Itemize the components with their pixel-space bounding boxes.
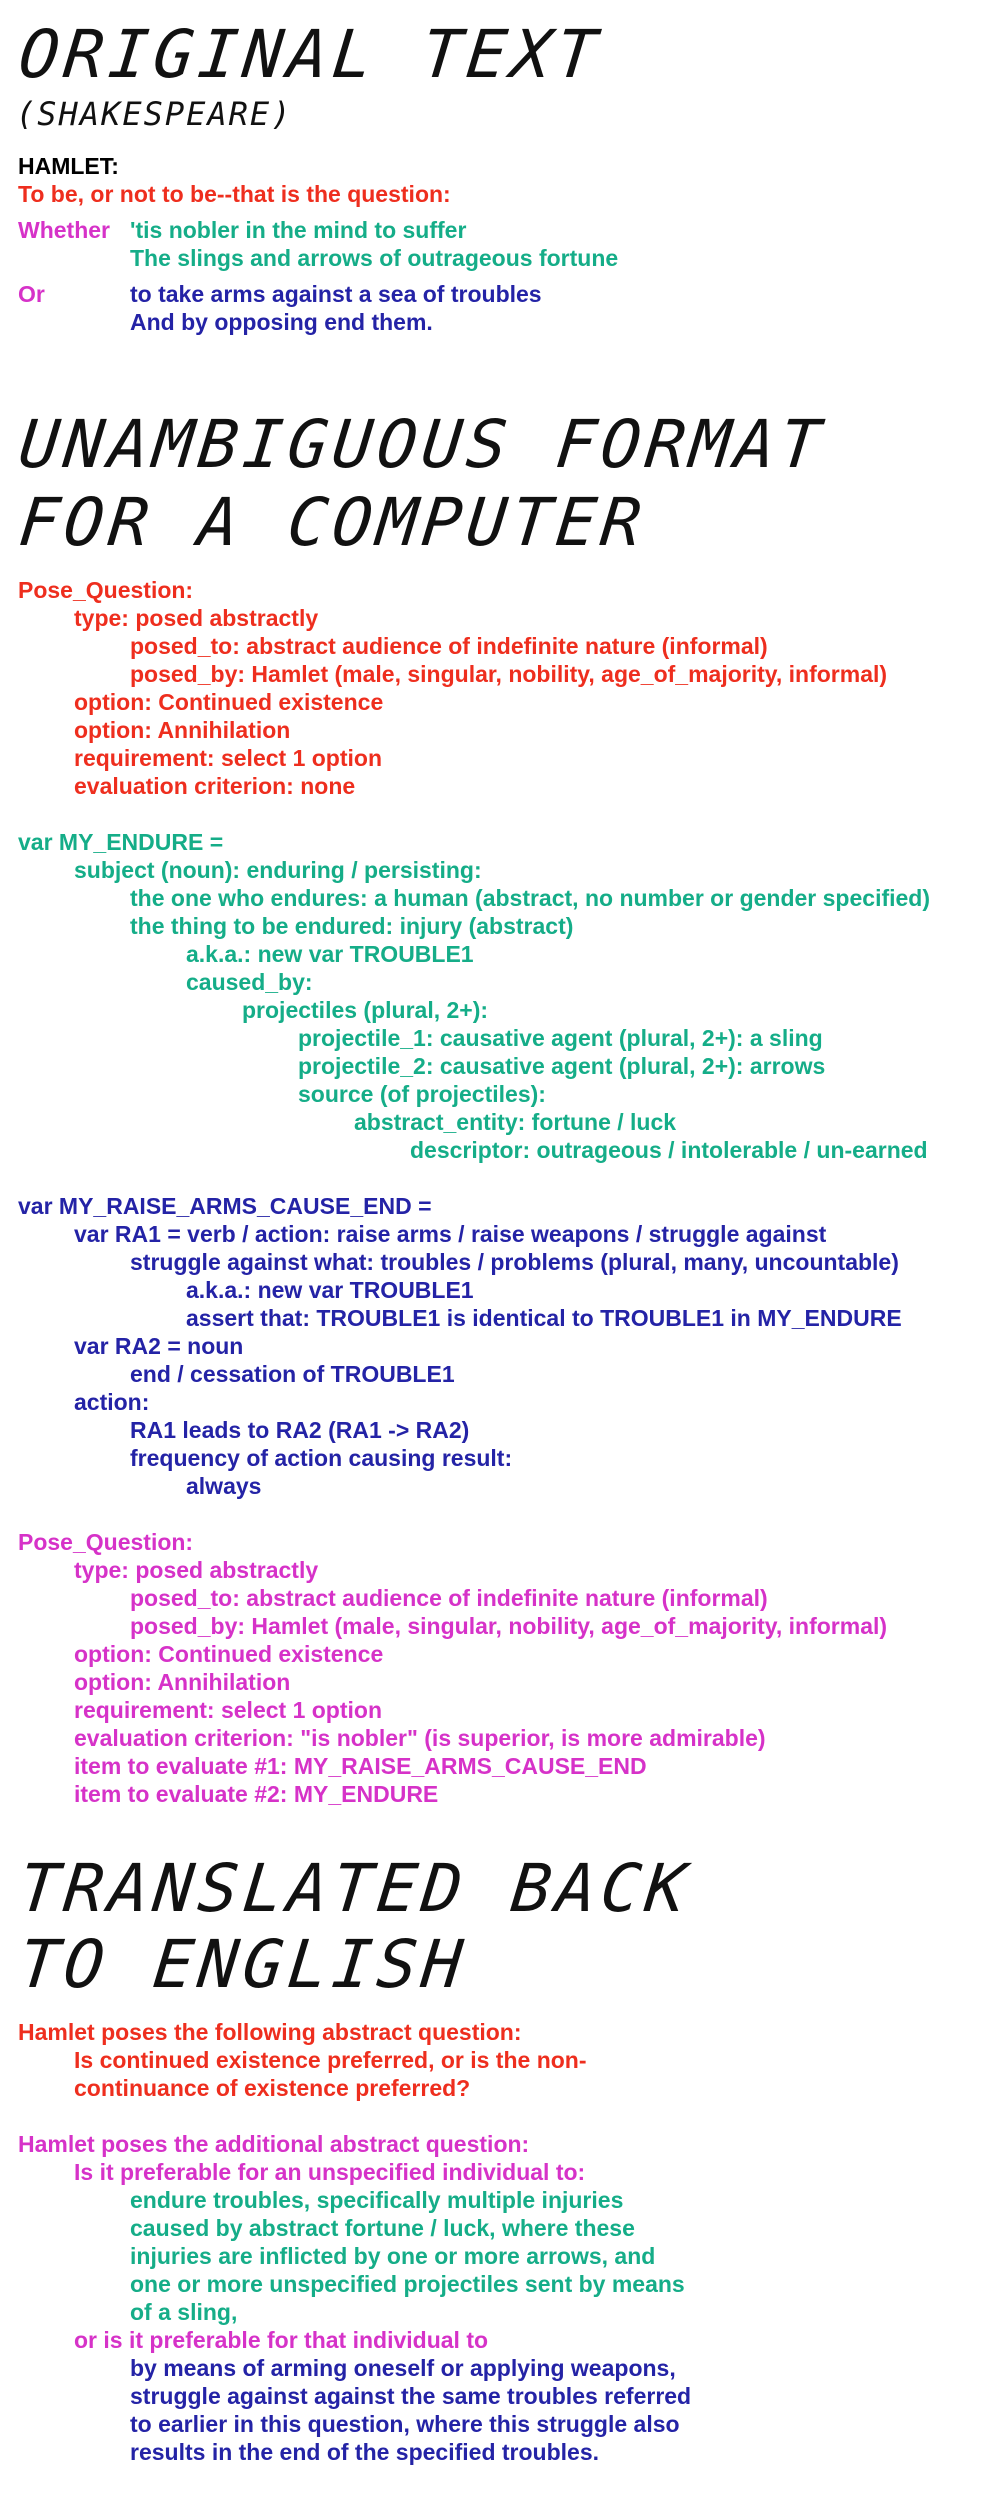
q2-a-line-4: one or more unspecified projectiles sent by means [130, 2271, 685, 2297]
q1-intro: Hamlet poses the following abstract question: [18, 2019, 522, 2045]
endure-descriptor: descriptor: outrageous / intolerable / un-earned [410, 1137, 928, 1163]
endure-aka: a.k.a.: new var TROUBLE1 [186, 941, 474, 967]
pose2-item-2: item to evaluate #2: MY_ENDURE [74, 1781, 439, 1807]
pose1-requirement: requirement: select 1 option [74, 745, 383, 771]
endure-projectiles: projectiles (plural, 2+): [242, 997, 489, 1023]
raise-end: end / cessation of TROUBLE1 [130, 1361, 455, 1387]
pose1-posed-to: posed_to: abstract audience of indefinite nature (informal) [130, 633, 768, 659]
original-line-4: to take arms against a sea of troubles [130, 281, 542, 307]
pose1-posed-by: posed_by: Hamlet (male, singular, nobility, age_of_majority, informal) [130, 661, 888, 687]
endure-projectile-1: projectile_1: causative agent (plural, 2+): a sling [298, 1025, 823, 1051]
q2-a-line-3: injuries are inflicted by one or more arrows, and [130, 2243, 656, 2269]
heading-unambiguous-format: UNAMBIGUOUS FORMAT [15, 406, 829, 483]
q2-intro: Hamlet poses the additional abstract question: [18, 2131, 530, 2157]
q2-or: or is it preferable for that individual to [74, 2327, 489, 2353]
heading-translated-back: TRANSLATED BACK [15, 1850, 695, 1927]
q1-line-1: Is continued existence preferred, or is the non- [74, 2047, 587, 2073]
raise-assert: assert that: TROUBLE1 is identical to TROUBLE1 in MY_ENDURE [186, 1305, 902, 1331]
speaker-label: HAMLET: [18, 153, 119, 179]
original-line-1: To be, or not to be--that is the question: [18, 181, 451, 207]
pose2-option-1: option: Continued existence [74, 1641, 384, 1667]
heading-to-english: TO ENGLISH [15, 1926, 471, 2003]
pose2-posed-by: posed_by: Hamlet (male, singular, nobility, age_of_majority, informal) [130, 1613, 888, 1639]
raise-ra1: var RA1 = verb / action: raise arms / raise weapons / struggle against [74, 1221, 827, 1247]
subheading-shakespeare: (SHAKESPEARE) [16, 95, 293, 133]
pose2-requirement: requirement: select 1 option [74, 1697, 383, 1723]
q2-lead: Is it preferable for an unspecified individual to: [74, 2159, 586, 2185]
raise-ra2: var RA2 = noun [74, 1333, 244, 1359]
raise-leads: RA1 leads to RA2 (RA1 -> RA2) [130, 1417, 470, 1443]
pose1-criterion: evaluation criterion: none [74, 773, 356, 799]
pose1-type: type: posed abstractly [74, 605, 319, 631]
endure-projectile-2: projectile_2: causative agent (plural, 2+): arrows [298, 1053, 826, 1079]
pose2-option-2: option: Annihilation [74, 1669, 291, 1695]
q2-b-line-1: by means of arming oneself or applying weapons, [130, 2355, 676, 2381]
original-line-3: The slings and arrows of outrageous fortune [130, 245, 619, 271]
endure-one-who: the one who endures: a human (abstract, no number or gender specified) [130, 885, 931, 911]
endure-abstract-entity: abstract_entity: fortune / luck [354, 1109, 677, 1135]
endure-title: var MY_ENDURE = [18, 829, 224, 855]
pose1-title: Pose_Question: [18, 577, 194, 603]
raise-always: always [186, 1473, 262, 1499]
raise-struggle: struggle against what: troubles / problems (plural, many, uncountable) [130, 1249, 899, 1275]
q2-b-line-2: struggle against against the same troubles referred [130, 2383, 692, 2409]
word-whether: Whether [18, 217, 110, 243]
q2-a-line-5: of a sling, [130, 2299, 238, 2325]
heading-original-text: ORIGINAL TEXT [15, 16, 606, 93]
pose1-option-1: option: Continued existence [74, 689, 384, 715]
original-line-2: 'tis nobler in the mind to suffer [130, 217, 467, 243]
pose2-item-1: item to evaluate #1: MY_RAISE_ARMS_CAUSE_END [74, 1753, 647, 1779]
endure-caused-by: caused_by: [186, 969, 313, 995]
pose2-title: Pose_Question: [18, 1529, 194, 1555]
raise-title: var MY_RAISE_ARMS_CAUSE_END = [18, 1193, 432, 1219]
pose1-option-2: option: Annihilation [74, 717, 291, 743]
q2-b-line-4: results in the end of the specified troubles. [130, 2439, 600, 2465]
pose2-type: type: posed abstractly [74, 1557, 319, 1583]
q2-b-line-3: to earlier in this question, where this struggle also [130, 2411, 680, 2437]
endure-subject: subject (noun): enduring / persisting: [74, 857, 482, 883]
q1-line-2: continuance of existence preferred? [74, 2075, 471, 2101]
pose2-criterion: evaluation criterion: "is nobler" (is superior, is more admirable) [74, 1725, 766, 1751]
raise-aka: a.k.a.: new var TROUBLE1 [186, 1277, 474, 1303]
q2-a-line-1: endure troubles, specifically multiple injuries [130, 2187, 624, 2213]
heading-for-a-computer: FOR A COMPUTER [15, 484, 650, 561]
q2-a-line-2: caused by abstract fortune / luck, where these [130, 2215, 635, 2241]
raise-frequency: frequency of action causing result: [130, 1445, 513, 1471]
pose2-posed-to: posed_to: abstract audience of indefinite nature (informal) [130, 1585, 768, 1611]
word-or: Or [18, 281, 45, 307]
endure-source: source (of projectiles): [298, 1081, 546, 1107]
raise-action: action: [74, 1389, 150, 1415]
endure-thing: the thing to be endured: injury (abstract) [130, 913, 574, 939]
original-line-5: And by opposing end them. [130, 309, 433, 335]
